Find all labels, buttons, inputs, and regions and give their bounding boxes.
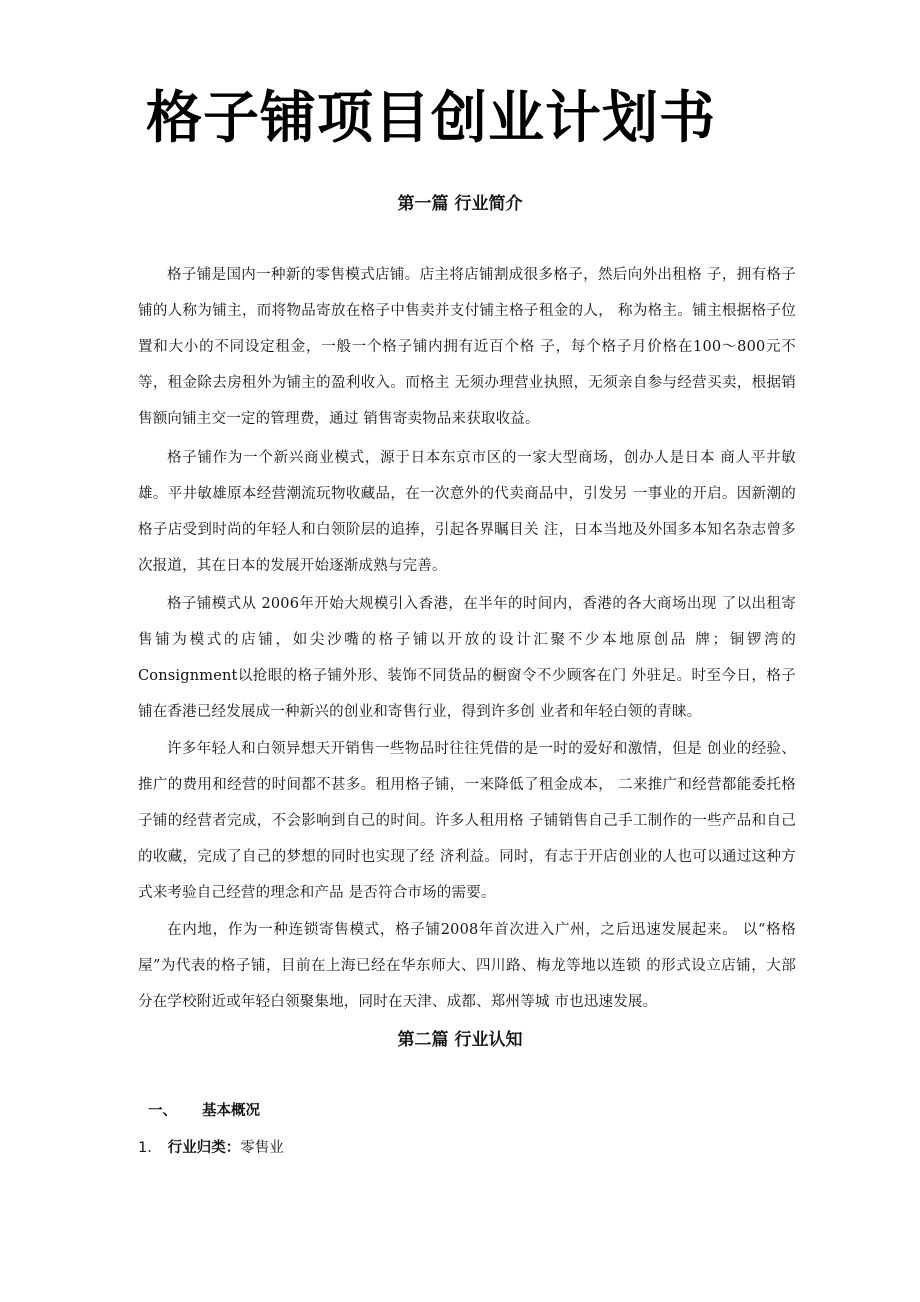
document-title: 格子铺项目创业计划书 [146, 86, 716, 151]
section-title: 基本概况 [202, 1103, 260, 1119]
item-number: 1． [138, 1140, 162, 1156]
paragraph-3: 格子铺模式从 2006年开始大规模引入香港，在半年的时间内，香港的各大商场出现 了以出租寄售铺为模式的店铺，如尖沙嘴的格子铺以开放的设计汇聚不少本地原创品 牌；铜锣湾的Consignment以抢眼的格子铺外形、装饰不同货品的橱窗令不少顾客在门 外驻足。时至今日，格子铺在香港已经发展成一种新兴的创业和寄售行业，得到许多创 业者和年轻白领的青睐。 [138, 596, 796, 720]
section-heading-basic-overview [148, 1100, 260, 1122]
item-label: 行业归类： [167, 1140, 241, 1156]
paragraph-4: 许多年轻人和白领异想天开销售一些物品时往往凭借的是一时的爱好和激情，但是 创业的经验、推广的费用和经营的时间都不甚多。租用格子铺，一来降低了租金成本， 二来推广和经营都能委托格子铺的经营者完成，不会影响到自己的时间。许多人租用格 子铺销售自己手工制作的一些产品和自己的收藏，完成了自己的梦想的同时也实现了经 济利益。同时，有志于开店创业的人也可以通过这种方式来考验自己经营的理念和产品 是否符合市场的需要。 [138, 741, 796, 901]
part-1-heading: 第一篇 行业简介 [397, 194, 523, 214]
paragraph-2: 格子铺作为一个新兴商业模式，源于日本东京市区的一家大型商场，创办人是日本 商人平井敏雄。平井敏雄原本经营潮流玩物收藏品，在一次意外的代卖商品中，引发另 一事业的开启。因新潮的格子店受到时尚的年轻人和白领阶层的追捧，引起各界瞩目关 注，日本当地及外国多本知名杂志曾多次报道，其在日本的发展开始逐渐成熟与完善。 [138, 450, 796, 574]
item-value: 零售业 [240, 1140, 284, 1156]
section-number: 一、 [148, 1103, 177, 1119]
paragraph-1: 格子铺是国内一种新的零售模式店铺。店主将店铺割成很多格子，然后向外出租格 子，拥有格子铺的人称为铺主，而将物品寄放在格子中售卖并支付铺主格子租金的人， 称为格主。铺主根据格子位置和大小的不同设定租金，一般一个格子铺内拥有近百个格 子，每个格子月价格在100～800元不等，租金除去房租外为铺主的盈利收入。而格主 无须办理营业执照，无须亲自参与经营买卖，根据销售额向铺主交一定的管理费，通过 销售寄卖物品来获取收益。 [138, 267, 796, 427]
paragraph-5: 在内地，作为一种连锁寄售模式，格子铺2008年首次进入广州，之后迅速发展起来。 以“格格屋”为代表的格子铺，目前在上海已经在华东师大、四川路、梅龙等地以连锁 的形式设立店铺，大部分在学校附近或年轻白领聚集地，同时在天津、成都、郑州等城 市也迅速发展。 [138, 922, 796, 1010]
part-2-heading: 第二篇 行业认知 [397, 1030, 523, 1050]
list-item-industry-category [138, 1137, 284, 1159]
